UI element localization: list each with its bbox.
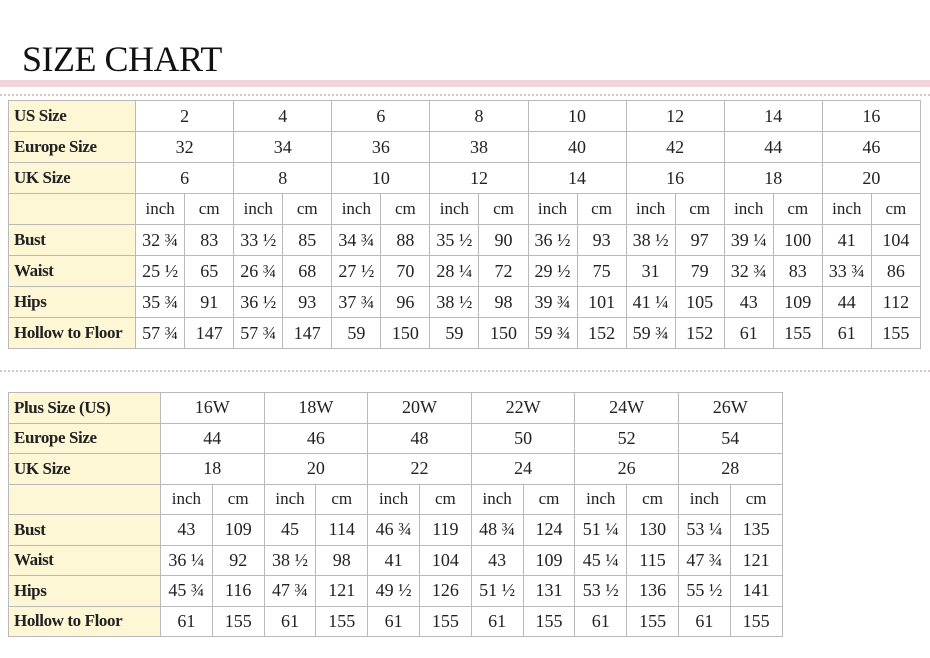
measurement-cell: 45 ¼ — [575, 545, 627, 576]
measurement-cell: 35 ½ — [430, 225, 479, 256]
unit-inch-header: inch — [136, 194, 185, 225]
measurement-cell: 121 — [730, 545, 782, 576]
unit-cm-header: cm — [730, 484, 782, 515]
measurement-cell: 38 ½ — [626, 225, 675, 256]
measurement-cell: 155 — [773, 318, 822, 349]
measurement-cell: 91 — [185, 287, 234, 318]
measurement-cell: 61 — [161, 606, 213, 637]
unit-cm-header: cm — [675, 194, 724, 225]
measurement-cell: 38 ½ — [430, 287, 479, 318]
measurement-cell: 152 — [675, 318, 724, 349]
measurement-cell: 57 ¾ — [234, 318, 283, 349]
measurement-cell: 34 ¾ — [332, 225, 381, 256]
unit-cm-header: cm — [577, 194, 626, 225]
measurement-cell: 36 ½ — [528, 225, 577, 256]
measurement-cell: 55 ½ — [678, 576, 730, 607]
unit-inch-header: inch — [264, 484, 316, 515]
size-cell: 16W — [161, 393, 265, 424]
size-cell: 14 — [528, 163, 626, 194]
unit-inch-header: inch — [368, 484, 420, 515]
measurement-cell: 104 — [419, 545, 471, 576]
size-cell: 54 — [678, 423, 782, 454]
size-cell: 46 — [822, 132, 920, 163]
measurement-cell: 147 — [185, 318, 234, 349]
measurement-cell: 98 — [479, 287, 528, 318]
row-label: Hips — [9, 287, 136, 318]
measurement-cell: 36 ¼ — [161, 545, 213, 576]
measurement-row — [9, 515, 783, 546]
measurement-cell: 115 — [627, 545, 679, 576]
measurement-cell: 28 ¼ — [430, 256, 479, 287]
size-cell: 24 — [471, 454, 575, 485]
size-cell: 6 — [136, 163, 234, 194]
size-cell: 48 — [368, 423, 472, 454]
measurement-cell: 41 — [368, 545, 420, 576]
measurement-cell: 155 — [871, 318, 920, 349]
measurement-row — [9, 576, 783, 607]
row-label: US Size — [9, 101, 136, 132]
unit-inch-header: inch — [822, 194, 871, 225]
size-cell: 8 — [234, 163, 332, 194]
measurement-cell: 59 ¾ — [528, 318, 577, 349]
measurement-cell: 43 — [471, 545, 523, 576]
measurement-cell: 65 — [185, 256, 234, 287]
measurement-cell: 37 ¾ — [332, 287, 381, 318]
measurement-cell: 33 ¾ — [822, 256, 871, 287]
size-cell: 6 — [332, 101, 430, 132]
size-cell: 16 — [822, 101, 920, 132]
measurement-cell: 83 — [185, 225, 234, 256]
measurement-cell: 61 — [822, 318, 871, 349]
measurement-cell: 104 — [871, 225, 920, 256]
measurement-cell: 90 — [479, 225, 528, 256]
measurement-cell: 114 — [316, 515, 368, 546]
measurement-cell: 147 — [283, 318, 332, 349]
measurement-cell: 135 — [730, 515, 782, 546]
measurement-cell: 79 — [675, 256, 724, 287]
measurement-row — [9, 256, 921, 287]
size-cell: 44 — [161, 423, 265, 454]
row-label: Waist — [9, 256, 136, 287]
measurement-cell: 68 — [283, 256, 332, 287]
measurement-cell: 155 — [316, 606, 368, 637]
measurement-cell: 93 — [283, 287, 332, 318]
row-label: Hollow to Floor — [9, 318, 136, 349]
measurement-cell: 61 — [368, 606, 420, 637]
measurement-cell: 155 — [419, 606, 471, 637]
size-row — [9, 454, 783, 485]
measurement-cell: 61 — [678, 606, 730, 637]
unit-cm-header: cm — [283, 194, 332, 225]
measurement-row — [9, 318, 921, 349]
row-label: Waist — [9, 545, 161, 576]
measurement-cell: 121 — [316, 576, 368, 607]
measurement-cell: 43 — [724, 287, 773, 318]
measurement-cell: 45 — [264, 515, 316, 546]
unit-cm-header: cm — [381, 194, 430, 225]
unit-cm-header: cm — [871, 194, 920, 225]
measurement-cell: 51 ¼ — [575, 515, 627, 546]
size-cell: 2 — [136, 101, 234, 132]
measurement-cell: 150 — [479, 318, 528, 349]
plus-size-table — [8, 392, 783, 637]
size-cell: 28 — [678, 454, 782, 485]
row-label: Hollow to Floor — [9, 606, 161, 637]
measurement-cell: 112 — [871, 287, 920, 318]
measurement-row — [9, 287, 921, 318]
size-cell: 8 — [430, 101, 528, 132]
measurement-cell: 46 ¾ — [368, 515, 420, 546]
measurement-cell: 61 — [724, 318, 773, 349]
measurement-cell: 155 — [627, 606, 679, 637]
size-cell: 10 — [528, 101, 626, 132]
size-cell: 42 — [626, 132, 724, 163]
measurement-cell: 61 — [471, 606, 523, 637]
measurement-cell: 61 — [575, 606, 627, 637]
measurement-cell: 72 — [479, 256, 528, 287]
measurement-cell: 98 — [316, 545, 368, 576]
measurement-cell: 29 ½ — [528, 256, 577, 287]
size-cell: 20 — [264, 454, 368, 485]
unit-row-label — [9, 194, 136, 225]
row-label: UK Size — [9, 163, 136, 194]
measurement-cell: 45 ¾ — [161, 576, 213, 607]
measurement-cell: 61 — [264, 606, 316, 637]
unit-cm-header: cm — [316, 484, 368, 515]
unit-inch-header: inch — [724, 194, 773, 225]
size-cell: 38 — [430, 132, 528, 163]
size-cell: 46 — [264, 423, 368, 454]
size-cell: 12 — [430, 163, 528, 194]
size-row — [9, 132, 921, 163]
size-cell: 24W — [575, 393, 679, 424]
size-cell: 40 — [528, 132, 626, 163]
size-cell: 44 — [724, 132, 822, 163]
size-cell: 16 — [626, 163, 724, 194]
measurement-cell: 155 — [523, 606, 575, 637]
measurement-cell: 26 ¾ — [234, 256, 283, 287]
page-title: SIZE CHART — [22, 39, 222, 79]
unit-cm-header: cm — [212, 484, 264, 515]
measurement-row — [9, 606, 783, 637]
size-cell: 20 — [822, 163, 920, 194]
size-row — [9, 393, 783, 424]
section-divider-top — [0, 94, 930, 96]
measurement-row — [9, 225, 921, 256]
size-cell: 50 — [471, 423, 575, 454]
measurement-cell: 59 — [332, 318, 381, 349]
row-label: Plus Size (US) — [9, 393, 161, 424]
size-cell: 22 — [368, 454, 472, 485]
measurement-cell: 47 ¾ — [678, 545, 730, 576]
measurement-cell: 41 — [822, 225, 871, 256]
row-label: Hips — [9, 576, 161, 607]
size-cell: 10 — [332, 163, 430, 194]
measurement-cell: 92 — [212, 545, 264, 576]
size-cell: 34 — [234, 132, 332, 163]
unit-inch-header: inch — [234, 194, 283, 225]
measurement-cell: 43 — [161, 515, 213, 546]
size-row — [9, 423, 783, 454]
measurement-cell: 70 — [381, 256, 430, 287]
unit-row-label — [9, 484, 161, 515]
unit-inch-header: inch — [678, 484, 730, 515]
size-cell: 18 — [161, 454, 265, 485]
measurement-cell: 38 ½ — [264, 545, 316, 576]
row-label: UK Size — [9, 454, 161, 485]
measurement-cell: 32 ¾ — [136, 225, 185, 256]
measurement-cell: 155 — [212, 606, 264, 637]
unit-inch-header: inch — [471, 484, 523, 515]
unit-cm-header: cm — [627, 484, 679, 515]
unit-inch-header: inch — [575, 484, 627, 515]
measurement-cell: 35 ¾ — [136, 287, 185, 318]
size-cell: 22W — [471, 393, 575, 424]
measurement-cell: 96 — [381, 287, 430, 318]
measurement-cell: 31 — [626, 256, 675, 287]
measurement-cell: 131 — [523, 576, 575, 607]
unit-row — [9, 194, 921, 225]
unit-cm-header: cm — [523, 484, 575, 515]
measurement-cell: 51 ½ — [471, 576, 523, 607]
measurement-cell: 85 — [283, 225, 332, 256]
measurement-cell: 27 ½ — [332, 256, 381, 287]
measurement-cell: 86 — [871, 256, 920, 287]
measurement-cell: 36 ½ — [234, 287, 283, 318]
measurement-cell: 126 — [419, 576, 471, 607]
measurement-cell: 124 — [523, 515, 575, 546]
row-label: Europe Size — [9, 132, 136, 163]
measurement-cell: 141 — [730, 576, 782, 607]
measurement-cell: 109 — [773, 287, 822, 318]
size-cell: 18 — [724, 163, 822, 194]
measurement-cell: 83 — [773, 256, 822, 287]
standard-size-table — [8, 100, 921, 349]
measurement-cell: 75 — [577, 256, 626, 287]
measurement-cell: 150 — [381, 318, 430, 349]
measurement-cell: 119 — [419, 515, 471, 546]
measurement-cell: 39 ¼ — [724, 225, 773, 256]
measurement-cell: 57 ¾ — [136, 318, 185, 349]
size-cell: 36 — [332, 132, 430, 163]
measurement-cell: 101 — [577, 287, 626, 318]
row-label: Europe Size — [9, 423, 161, 454]
unit-inch-header: inch — [528, 194, 577, 225]
measurement-cell: 44 — [822, 287, 871, 318]
measurement-cell: 32 ¾ — [724, 256, 773, 287]
unit-inch-header: inch — [332, 194, 381, 225]
measurement-cell: 93 — [577, 225, 626, 256]
unit-row — [9, 484, 783, 515]
measurement-row — [9, 545, 783, 576]
measurement-cell: 88 — [381, 225, 430, 256]
measurement-cell: 100 — [773, 225, 822, 256]
measurement-cell: 130 — [627, 515, 679, 546]
measurement-cell: 47 ¾ — [264, 576, 316, 607]
size-cell: 20W — [368, 393, 472, 424]
size-cell: 12 — [626, 101, 724, 132]
measurement-cell: 155 — [730, 606, 782, 637]
measurement-cell: 109 — [212, 515, 264, 546]
measurement-cell: 109 — [523, 545, 575, 576]
measurement-cell: 152 — [577, 318, 626, 349]
measurement-cell: 105 — [675, 287, 724, 318]
measurement-cell: 25 ½ — [136, 256, 185, 287]
row-label: Bust — [9, 515, 161, 546]
size-cell: 32 — [136, 132, 234, 163]
size-cell: 52 — [575, 423, 679, 454]
unit-cm-header: cm — [185, 194, 234, 225]
size-cell: 18W — [264, 393, 368, 424]
measurement-cell: 59 — [430, 318, 479, 349]
measurement-cell: 116 — [212, 576, 264, 607]
size-cell: 26W — [678, 393, 782, 424]
measurement-cell: 41 ¼ — [626, 287, 675, 318]
measurement-cell: 59 ¾ — [626, 318, 675, 349]
row-label: Bust — [9, 225, 136, 256]
measurement-cell: 53 ¼ — [678, 515, 730, 546]
measurement-cell: 33 ½ — [234, 225, 283, 256]
size-cell: 14 — [724, 101, 822, 132]
size-row — [9, 101, 921, 132]
measurement-cell: 97 — [675, 225, 724, 256]
measurement-cell: 48 ¾ — [471, 515, 523, 546]
unit-inch-header: inch — [626, 194, 675, 225]
measurement-cell: 136 — [627, 576, 679, 607]
unit-inch-header: inch — [430, 194, 479, 225]
size-row — [9, 163, 921, 194]
unit-inch-header: inch — [161, 484, 213, 515]
measurement-cell: 53 ½ — [575, 576, 627, 607]
unit-cm-header: cm — [773, 194, 822, 225]
size-cell: 26 — [575, 454, 679, 485]
unit-cm-header: cm — [419, 484, 471, 515]
size-cell: 4 — [234, 101, 332, 132]
section-divider-middle — [0, 370, 930, 372]
measurement-cell: 49 ½ — [368, 576, 420, 607]
measurement-cell: 39 ¾ — [528, 287, 577, 318]
unit-cm-header: cm — [479, 194, 528, 225]
title-underline — [0, 80, 930, 87]
